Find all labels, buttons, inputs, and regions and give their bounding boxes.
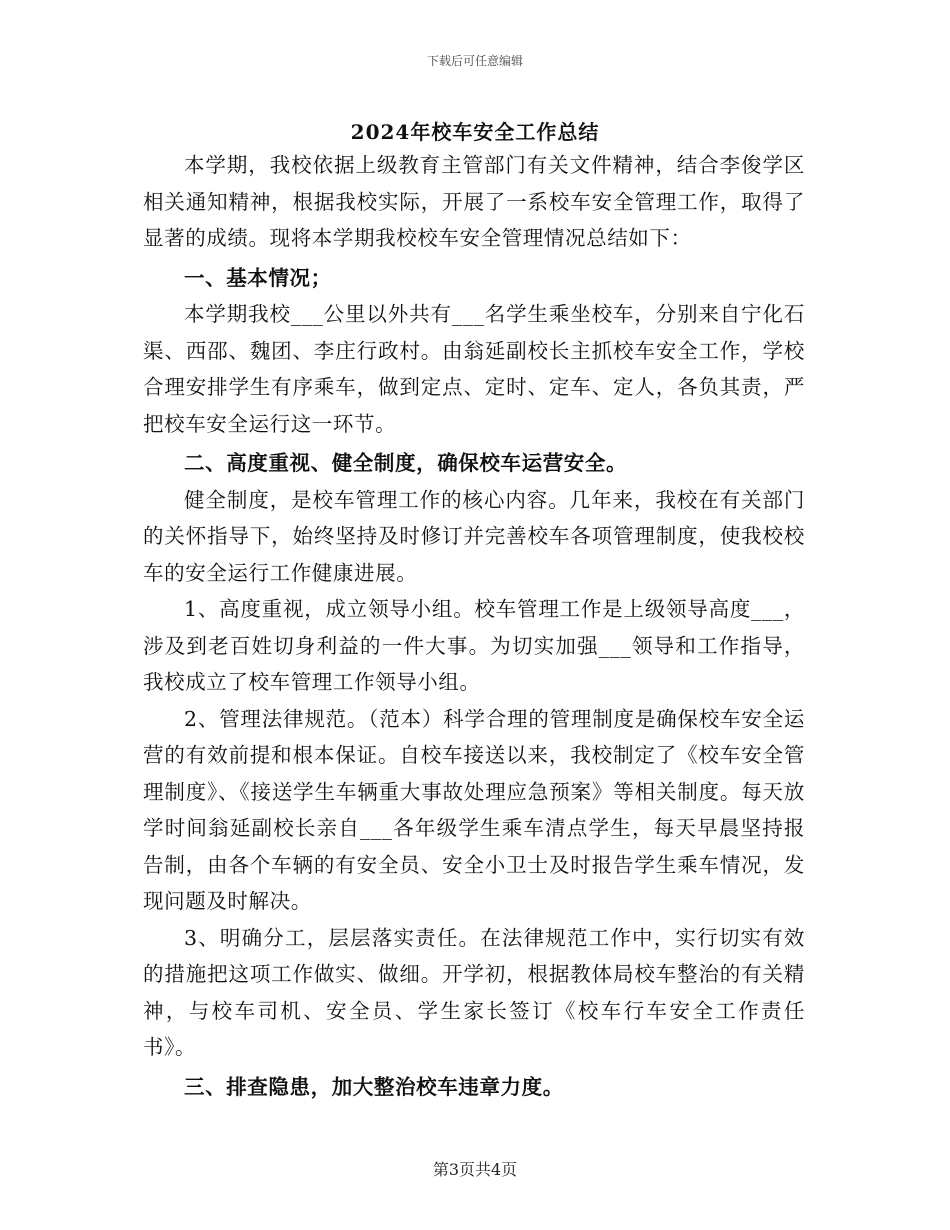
section-heading-basic-situation: 一、基本情况； — [184, 265, 332, 290]
systems-paragraph: 健全制度，是校车管理工作的核心内容。几年来，我校在有关部门的关怀指导下，始终坚持及时修订并完善校车各项管理制度，使我校校车的安全运行工作健康进展。 — [143, 487, 805, 585]
section-heading-systems: 二、高度重视、健全制度，确保校车运营安全。 — [184, 451, 628, 475]
document-body — [143, 147, 805, 1105]
section-heading-hazards: 三、排查隐患，加大整治校车违章力度。 — [184, 1074, 564, 1099]
page-number-footer: 第3页共4页 — [432, 1160, 518, 1179]
document-title: 2024年校车安全工作总结 — [350, 120, 600, 144]
basic-situation-paragraph: 本学期我校___公里以外共有___名学生乘坐校车，分别来自宁化石渠、西邵、魏团、李庄行政村。由翁延副校长主抓校车安全工作，学校合理安排学生有序乘车，做到定点、定时、定车、定人，各负其责，严把校车安全运行这一环节。 — [143, 302, 805, 436]
header-note: 下载后可任意编辑 — [426, 54, 523, 68]
item-2-paragraph: 2、管理法律规范。（范本）科学合理的管理制度是确保校车安全运营的有效前提和根本保证。自校车接送以来，我校制定了《校车安全管理制度》、《接送学生车辆重大事故处理应急预案》等相关制度。每天放学时间翁延副校长亲自___各年级学生乘车清点学生，每天早晨坚持报告制，由各个车辆的有安全员、安全小卫士及时报告学生乘车情况，发现问题及时解决。 — [143, 706, 805, 913]
item-1-paragraph: 1、高度重视，成立领导小组。校车管理工作是上级领导高度___，涉及到老百姓切身利益的一件大事。为切实加强___领导和工作指导，我校成立了校车管理工作领导小组。 — [143, 597, 805, 694]
intro-paragraph: 本学期，我校依据上级教育主管部门有关文件精神，结合李俊学区相关通知精神，根据我校实际，开展了一系校车安全管理工作，取得了显著的成绩。现将本学期我校校车安全管理情况总结如下： — [143, 153, 805, 250]
item-3-paragraph: 3、明确分工，层层落实责任。在法律规范工作中，实行切实有效的措施把这项工作做实、做细。开学初，根据教体局校车整治的有关精神，与校车司机、安全员、学生家长签订《校车行车安全工作责任书》。 — [143, 925, 805, 1059]
